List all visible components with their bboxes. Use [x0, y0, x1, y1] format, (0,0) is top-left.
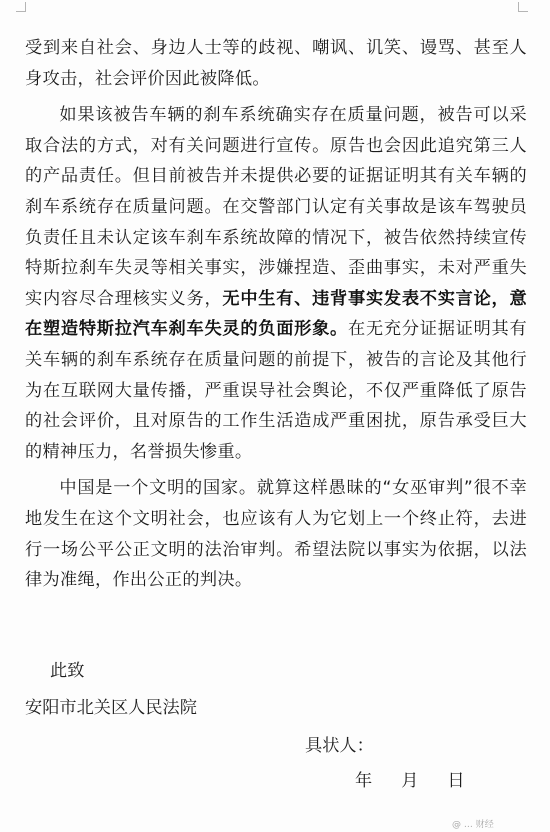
paragraph-brake-text-before: 如果该被告车辆的刹车系统确实存在质量问题，被告可以采取合法的方式，对有关问题进行宣传。原告也会因此追究第三人的产品责任。但目前被告并未提供必要的证据证明其有关车辆的刹车系统存在质量问题。在交警部门认定有关事故是该车驾驶员负责任且未认定该车刹车系统故障的情况下，被告依然持续宣传特斯拉刹车失灵等相关事实，涉嫌捏造、歪曲事实，未对严重失实内容尽合理核实义务，: [25, 105, 527, 309]
date-month: 月: [401, 771, 419, 791]
page-corner-mark-right: [518, 2, 528, 12]
closing-salutation: 此致: [50, 661, 85, 681]
paragraph-continuation: 受到来自社会、身边人士等的歧视、嘲讽、讥笑、谩骂、甚至人身攻击，社会评价因此被降低。: [25, 38, 527, 89]
signer-label: 具状人：: [305, 736, 374, 756]
source-watermark: @ … 财经: [452, 820, 494, 830]
date-line: [355, 766, 465, 791]
document-body: [25, 33, 527, 596]
paragraph-brake-emphasis: 无中生有、违背事实发表不实言论，意在塑造特斯拉汽车刹车失灵的负面形象。: [25, 288, 527, 340]
paragraph-brake-text-after: 在无充分证据证明其有关车辆的刹车系统存在质量问题的前提下，被告的言论及其他行为在互联网大量传播，严重误导社会舆论，不仅严重降低了原告的社会评价，且对原告的工作生活造成严重困扰，原告承受巨大的精神压力，名誉损失惨重。: [25, 319, 527, 462]
date-year: 年: [355, 771, 373, 791]
page-corner-mark-left: [16, 2, 26, 12]
paragraph-civilized-country: 中国是一个文明的国家。就算这样愚昧的“女巫审判”很不幸地发生在这个文明社会，也应该有人为它划上一个终止符，去进行一场公平公正文明的法治审判。希望法院以事实为依据，以法律为准绳，作出公正的判决。: [25, 478, 527, 591]
date-day: 日: [447, 771, 465, 791]
paragraph-brake-quality: [25, 100, 527, 467]
court-name: 安阳市北关区人民法院: [25, 698, 197, 718]
